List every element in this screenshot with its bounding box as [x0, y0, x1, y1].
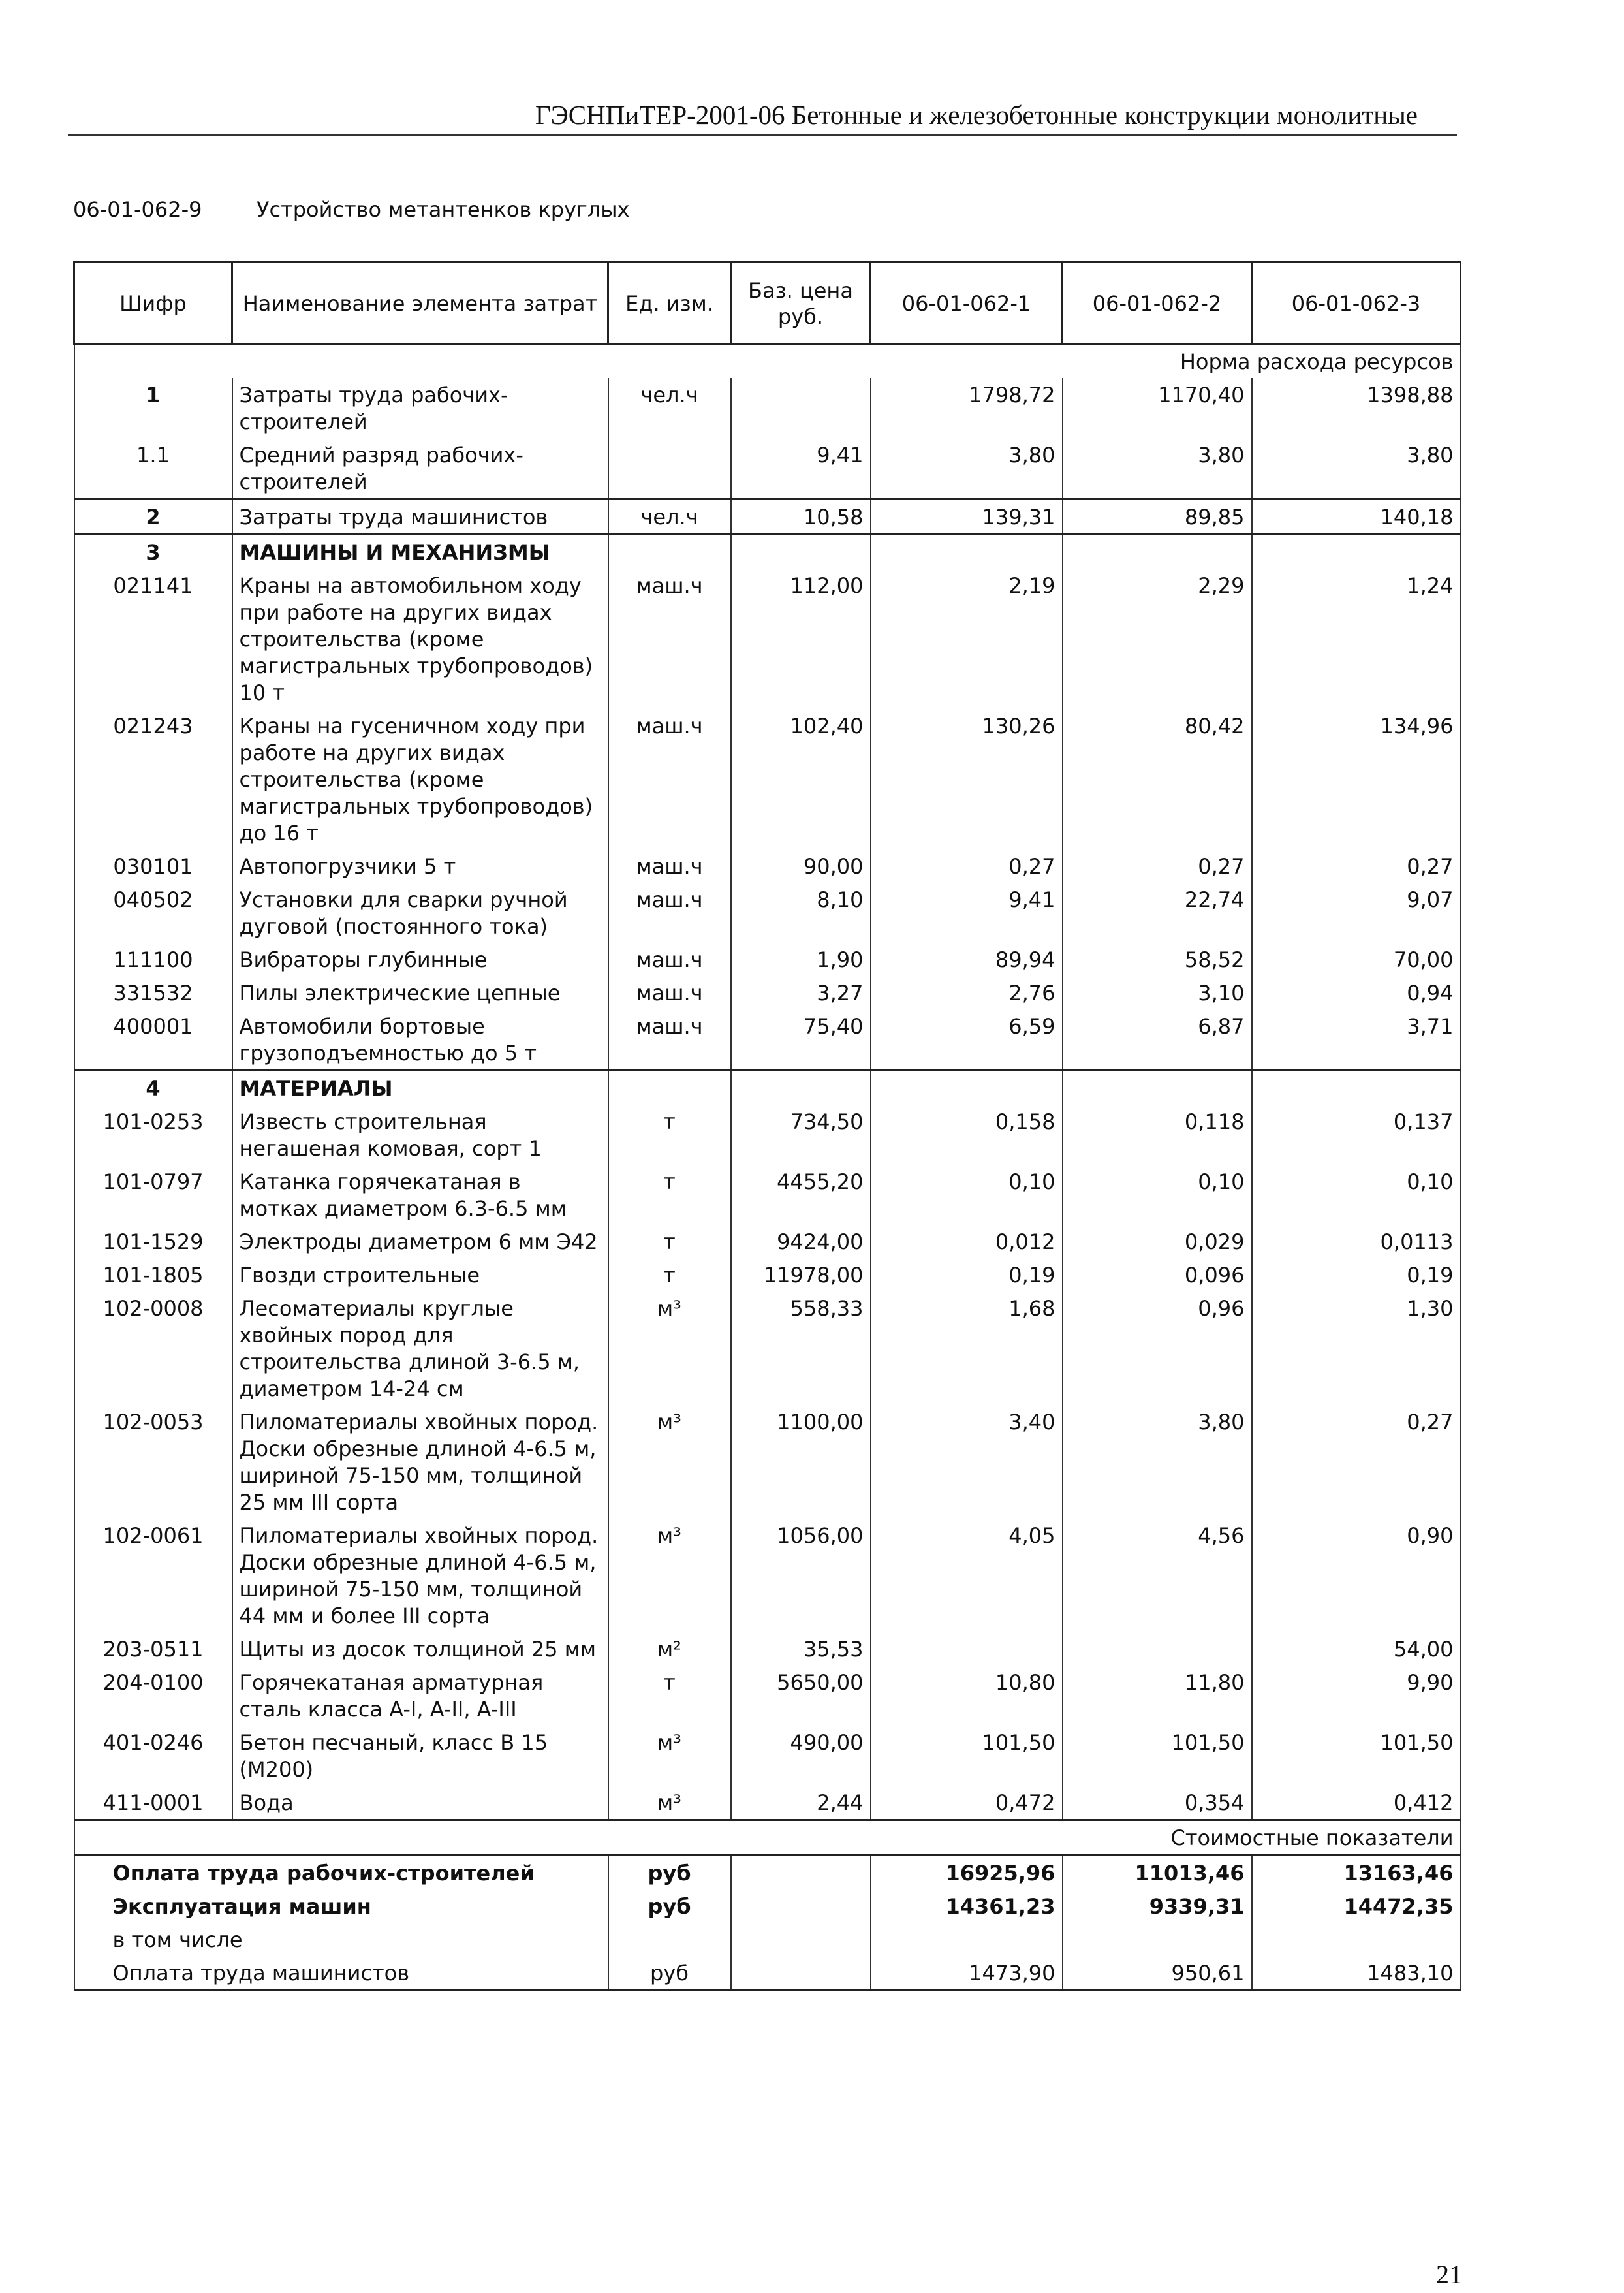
- row-norm-2: 58,52: [1063, 943, 1252, 976]
- row-unit: т: [608, 1258, 731, 1291]
- section-title: Устройство метантенков круглых: [257, 197, 630, 222]
- totals-base-price: [731, 1856, 871, 1890]
- row-norm-1: 3,80: [871, 438, 1063, 499]
- row-norm-1: 2,19: [871, 569, 1063, 709]
- row-base-price: 5650,00: [731, 1666, 871, 1726]
- row-unit: м³: [608, 1786, 731, 1820]
- table-row: [74, 1632, 1461, 1666]
- header-norm-1: 06-01-062-1: [871, 262, 1063, 344]
- row-name: Лесоматериалы круглые хвойных пород для строительства длиной 3-6.5 м, диаметром 14-24 см: [232, 1291, 608, 1405]
- row-norm-1: 9,41: [871, 883, 1063, 943]
- cost-caption: Стоимостные показатели: [74, 1820, 1461, 1856]
- table-row: [74, 1291, 1461, 1405]
- totals-norm-3: 14472,35: [1252, 1890, 1461, 1923]
- row-base-price: [731, 378, 871, 438]
- row-base-price: 102,40: [731, 709, 871, 849]
- row-norm-2: 6,87: [1063, 1009, 1252, 1071]
- row-norm-1: [871, 1071, 1063, 1105]
- table-row: [74, 709, 1461, 849]
- totals-norm-1: [871, 1923, 1063, 1956]
- row-norm-3: 1,24: [1252, 569, 1461, 709]
- totals-unit: руб: [608, 1890, 731, 1923]
- row-base-price: 1100,00: [731, 1405, 871, 1519]
- header-base-price-line1: Баз. цена: [748, 278, 853, 303]
- totals-norm-1: 1473,90: [871, 1956, 1063, 1991]
- row-norm-3: 0,137: [1252, 1105, 1461, 1165]
- totals-norm-1: 14361,23: [871, 1890, 1063, 1923]
- row-norm-1: 101,50: [871, 1726, 1063, 1786]
- row-unit: м²: [608, 1632, 731, 1666]
- row-norm-2: 89,85: [1063, 499, 1252, 535]
- row-code: 1.1: [74, 438, 232, 499]
- row-norm-2: 22,74: [1063, 883, 1252, 943]
- row-name: Катанка горячекатаная в мотках диаметром 6.3-6.5 мм: [232, 1165, 608, 1225]
- row-unit: [608, 1071, 731, 1105]
- row-unit: м³: [608, 1519, 731, 1632]
- row-norm-1: 130,26: [871, 709, 1063, 849]
- section-code: 06-01-062-9: [73, 197, 202, 222]
- row-code: 203-0511: [74, 1632, 232, 1666]
- row-unit: м³: [608, 1726, 731, 1786]
- row-name: Бетон песчаный, класс В 15 (М200): [232, 1726, 608, 1786]
- row-norm-1: 0,27: [871, 849, 1063, 883]
- row-code: 400001: [74, 1009, 232, 1071]
- row-code: 030101: [74, 849, 232, 883]
- row-norm-3: 134,96: [1252, 709, 1461, 849]
- header-base-price-line2: руб.: [777, 304, 824, 329]
- row-code: 021243: [74, 709, 232, 849]
- header-code: Шифр: [74, 262, 232, 344]
- row-unit: маш.ч: [608, 709, 731, 849]
- row-name: Щиты из досок толщиной 25 мм: [232, 1632, 608, 1666]
- row-unit: маш.ч: [608, 1009, 731, 1071]
- row-name: МАТЕРИАЛЫ: [232, 1071, 608, 1105]
- row-norm-2: 0,096: [1063, 1258, 1252, 1291]
- row-norm-2: 0,118: [1063, 1105, 1252, 1165]
- table-row: [74, 1009, 1461, 1071]
- row-name: Пиломатериалы хвойных пород. Доски обрезные длиной 4-6.5 м, шириной 75-150 мм, толщиной 44 мм и более III сорта: [232, 1519, 608, 1632]
- table-row: [74, 1225, 1461, 1258]
- row-norm-1: 1798,72: [871, 378, 1063, 438]
- row-norm-3: 0,19: [1252, 1258, 1461, 1291]
- row-norm-3: 1,30: [1252, 1291, 1461, 1405]
- totals-norm-3: 13163,46: [1252, 1856, 1461, 1890]
- row-norm-2: 11,80: [1063, 1666, 1252, 1726]
- header-norm-3: 06-01-062-3: [1252, 262, 1461, 344]
- totals-norm-3: [1252, 1923, 1461, 1956]
- row-norm-3: 0,90: [1252, 1519, 1461, 1632]
- row-unit: чел.ч: [608, 378, 731, 438]
- table-header-row: [74, 262, 1461, 344]
- row-code: 111100: [74, 943, 232, 976]
- totals-unit: [608, 1923, 731, 1956]
- row-base-price: 90,00: [731, 849, 871, 883]
- row-code: 1: [74, 378, 232, 438]
- row-base-price: 112,00: [731, 569, 871, 709]
- table-row: [74, 535, 1461, 569]
- row-norm-3: [1252, 535, 1461, 569]
- row-base-price: 734,50: [731, 1105, 871, 1165]
- table-row: [74, 438, 1461, 499]
- row-code: 101-0253: [74, 1105, 232, 1165]
- row-name: Автомобили бортовые грузоподъемностью до 5 т: [232, 1009, 608, 1071]
- row-norm-2: 3,80: [1063, 1405, 1252, 1519]
- row-unit: т: [608, 1666, 731, 1726]
- totals-base-price: [731, 1923, 871, 1956]
- norm-caption-row: [74, 344, 1461, 379]
- row-norm-3: 1398,88: [1252, 378, 1461, 438]
- row-base-price: 11978,00: [731, 1258, 871, 1291]
- row-unit: т: [608, 1165, 731, 1225]
- row-norm-2: 3,10: [1063, 976, 1252, 1009]
- row-name: Известь строительная негашеная комовая, сорт 1: [232, 1105, 608, 1165]
- row-norm-3: 9,90: [1252, 1666, 1461, 1726]
- row-base-price: 8,10: [731, 883, 871, 943]
- totals-label: Оплата труда машинистов: [74, 1956, 608, 1991]
- totals-label: в том числе: [74, 1923, 608, 1956]
- totals-base-price: [731, 1890, 871, 1923]
- row-norm-3: 0,0113: [1252, 1225, 1461, 1258]
- row-code: 101-1529: [74, 1225, 232, 1258]
- row-name: Автопогрузчики 5 т: [232, 849, 608, 883]
- row-norm-2: 80,42: [1063, 709, 1252, 849]
- row-norm-3: 3,80: [1252, 438, 1461, 499]
- table-row: [74, 1405, 1461, 1519]
- row-name: Пилы электрические цепные: [232, 976, 608, 1009]
- row-base-price: 1056,00: [731, 1519, 871, 1632]
- row-name: Краны на гусеничном ходу при работе на других видах строительства (кроме магистральных трубопроводов) до 16 т: [232, 709, 608, 849]
- totals-norm-2: 11013,46: [1063, 1856, 1252, 1890]
- row-norm-1: 0,10: [871, 1165, 1063, 1225]
- page-number: 21: [1436, 2260, 1462, 2289]
- row-base-price: 490,00: [731, 1726, 871, 1786]
- row-norm-3: 54,00: [1252, 1632, 1461, 1666]
- totals-row: [74, 1956, 1461, 1991]
- totals-label: Эксплуатация машин: [74, 1890, 608, 1923]
- totals-norm-3: 1483,10: [1252, 1956, 1461, 1991]
- row-unit: [608, 535, 731, 569]
- row-code: 3: [74, 535, 232, 569]
- row-base-price: 4455,20: [731, 1165, 871, 1225]
- row-base-price: 10,58: [731, 499, 871, 535]
- totals-label: Оплата труда рабочих-строителей: [74, 1856, 608, 1890]
- row-name: Установки для сварки ручной дуговой (постоянного тока): [232, 883, 608, 943]
- row-norm-2: [1063, 1071, 1252, 1105]
- totals-base-price: [731, 1956, 871, 1991]
- row-base-price: [731, 1071, 871, 1105]
- row-norm-2: [1063, 535, 1252, 569]
- row-norm-3: 0,94: [1252, 976, 1461, 1009]
- row-base-price: 558,33: [731, 1291, 871, 1405]
- row-unit: маш.ч: [608, 883, 731, 943]
- row-norm-3: 0,412: [1252, 1786, 1461, 1820]
- row-norm-1: 0,19: [871, 1258, 1063, 1291]
- row-norm-1: 6,59: [871, 1009, 1063, 1071]
- row-norm-2: 101,50: [1063, 1726, 1252, 1786]
- row-code: 411-0001: [74, 1786, 232, 1820]
- table-row: [74, 1165, 1461, 1225]
- row-norm-1: 139,31: [871, 499, 1063, 535]
- row-name: Затраты труда машинистов: [232, 499, 608, 535]
- header-name: Наименование элемента затрат: [232, 262, 608, 344]
- row-name: Вибраторы глубинные: [232, 943, 608, 976]
- table-row: [74, 1071, 1461, 1105]
- row-unit: т: [608, 1105, 731, 1165]
- row-unit: маш.ч: [608, 569, 731, 709]
- row-norm-1: 4,05: [871, 1519, 1063, 1632]
- page-header-title: ГЭСНПиТЕР-2001-06 Бетонные и железобетонные конструкции монолитные: [535, 100, 1418, 130]
- row-base-price: 2,44: [731, 1786, 871, 1820]
- table-row: [74, 883, 1461, 943]
- totals-row: [74, 1890, 1461, 1923]
- row-code: 021141: [74, 569, 232, 709]
- row-base-price: 9424,00: [731, 1225, 871, 1258]
- totals-norm-2: 950,61: [1063, 1956, 1252, 1991]
- row-code: 4: [74, 1071, 232, 1105]
- row-unit: маш.ч: [608, 943, 731, 976]
- row-norm-1: 1,68: [871, 1291, 1063, 1405]
- row-base-price: 75,40: [731, 1009, 871, 1071]
- totals-unit: руб: [608, 1856, 731, 1890]
- row-base-price: 1,90: [731, 943, 871, 976]
- row-unit: м³: [608, 1405, 731, 1519]
- table-row: [74, 1519, 1461, 1632]
- header-base-price: [731, 262, 871, 344]
- table-row: [74, 1666, 1461, 1726]
- row-norm-2: 0,96: [1063, 1291, 1252, 1405]
- row-norm-3: 0,27: [1252, 849, 1461, 883]
- row-norm-2: 0,029: [1063, 1225, 1252, 1258]
- row-base-price: [731, 535, 871, 569]
- row-name: Краны на автомобильном ходу при работе на других видах строительства (кроме магистральных трубопроводов) 10 т: [232, 569, 608, 709]
- row-norm-1: 10,80: [871, 1666, 1063, 1726]
- totals-norm-2: 9339,31: [1063, 1890, 1252, 1923]
- row-norm-1: 3,40: [871, 1405, 1063, 1519]
- row-unit: маш.ч: [608, 976, 731, 1009]
- row-code: 101-1805: [74, 1258, 232, 1291]
- row-norm-1: 0,158: [871, 1105, 1063, 1165]
- table-row: [74, 1105, 1461, 1165]
- table-row: [74, 569, 1461, 709]
- row-unit: маш.ч: [608, 849, 731, 883]
- row-code: 401-0246: [74, 1726, 232, 1786]
- totals-norm-2: [1063, 1923, 1252, 1956]
- row-norm-1: 89,94: [871, 943, 1063, 976]
- row-code: 101-0797: [74, 1165, 232, 1225]
- table-row: [74, 1726, 1461, 1786]
- row-code: 102-0061: [74, 1519, 232, 1632]
- table-row: [74, 976, 1461, 1009]
- cost-caption-row: [74, 1820, 1461, 1856]
- row-name: Затраты труда рабочих-строителей: [232, 378, 608, 438]
- row-norm-2: 0,27: [1063, 849, 1252, 883]
- row-name: Электроды диаметром 6 мм Э42: [232, 1225, 608, 1258]
- row-norm-3: 9,07: [1252, 883, 1461, 943]
- row-code: 331532: [74, 976, 232, 1009]
- totals-unit: руб: [608, 1956, 731, 1991]
- row-norm-2: 4,56: [1063, 1519, 1252, 1632]
- row-norm-3: 3,71: [1252, 1009, 1461, 1071]
- row-base-price: 35,53: [731, 1632, 871, 1666]
- row-norm-2: [1063, 1632, 1252, 1666]
- resource-norms-table: [73, 261, 1461, 1991]
- header-unit: Ед. изм.: [608, 262, 731, 344]
- row-code: 102-0053: [74, 1405, 232, 1519]
- row-norm-3: 101,50: [1252, 1726, 1461, 1786]
- table-row: [74, 1786, 1461, 1820]
- row-norm-2: 1170,40: [1063, 378, 1252, 438]
- row-code: 2: [74, 499, 232, 535]
- row-name: МАШИНЫ И МЕХАНИЗМЫ: [232, 535, 608, 569]
- row-name: Вода: [232, 1786, 608, 1820]
- row-base-price: 9,41: [731, 438, 871, 499]
- row-norm-3: 70,00: [1252, 943, 1461, 976]
- row-unit: чел.ч: [608, 499, 731, 535]
- totals-row: [74, 1923, 1461, 1956]
- row-code: 102-0008: [74, 1291, 232, 1405]
- row-unit: м³: [608, 1291, 731, 1405]
- row-code: 204-0100: [74, 1666, 232, 1726]
- row-base-price: 3,27: [731, 976, 871, 1009]
- table-row: [74, 378, 1461, 438]
- row-norm-3: 0,10: [1252, 1165, 1461, 1225]
- row-norm-1: 2,76: [871, 976, 1063, 1009]
- row-norm-3: 140,18: [1252, 499, 1461, 535]
- table-row: [74, 849, 1461, 883]
- row-norm-1: [871, 535, 1063, 569]
- row-norm-3: 0,27: [1252, 1405, 1461, 1519]
- row-norm-2: 0,10: [1063, 1165, 1252, 1225]
- row-norm-1: 0,012: [871, 1225, 1063, 1258]
- header-norm-2: 06-01-062-2: [1063, 262, 1252, 344]
- row-norm-2: 3,80: [1063, 438, 1252, 499]
- row-unit: [608, 438, 731, 499]
- row-norm-1: 0,472: [871, 1786, 1063, 1820]
- row-norm-2: 0,354: [1063, 1786, 1252, 1820]
- row-norm-3: [1252, 1071, 1461, 1105]
- totals-row: [74, 1856, 1461, 1890]
- row-unit: т: [608, 1225, 731, 1258]
- totals-norm-1: 16925,96: [871, 1856, 1063, 1890]
- table-row: [74, 943, 1461, 976]
- norm-caption: Норма расхода ресурсов: [74, 344, 1461, 379]
- row-name: Пиломатериалы хвойных пород. Доски обрезные длиной 4-6.5 м, шириной 75-150 мм, толщиной 25 мм III сорта: [232, 1405, 608, 1519]
- table-row: [74, 499, 1461, 535]
- header-divider: [68, 134, 1457, 136]
- row-name: Горячекатаная арматурная сталь класса A-I, A-II, A-III: [232, 1666, 608, 1726]
- row-name: Гвозди строительные: [232, 1258, 608, 1291]
- table-row: [74, 1258, 1461, 1291]
- row-norm-1: [871, 1632, 1063, 1666]
- row-norm-2: 2,29: [1063, 569, 1252, 709]
- row-name: Средний разряд рабочих-строителей: [232, 438, 608, 499]
- row-code: 040502: [74, 883, 232, 943]
